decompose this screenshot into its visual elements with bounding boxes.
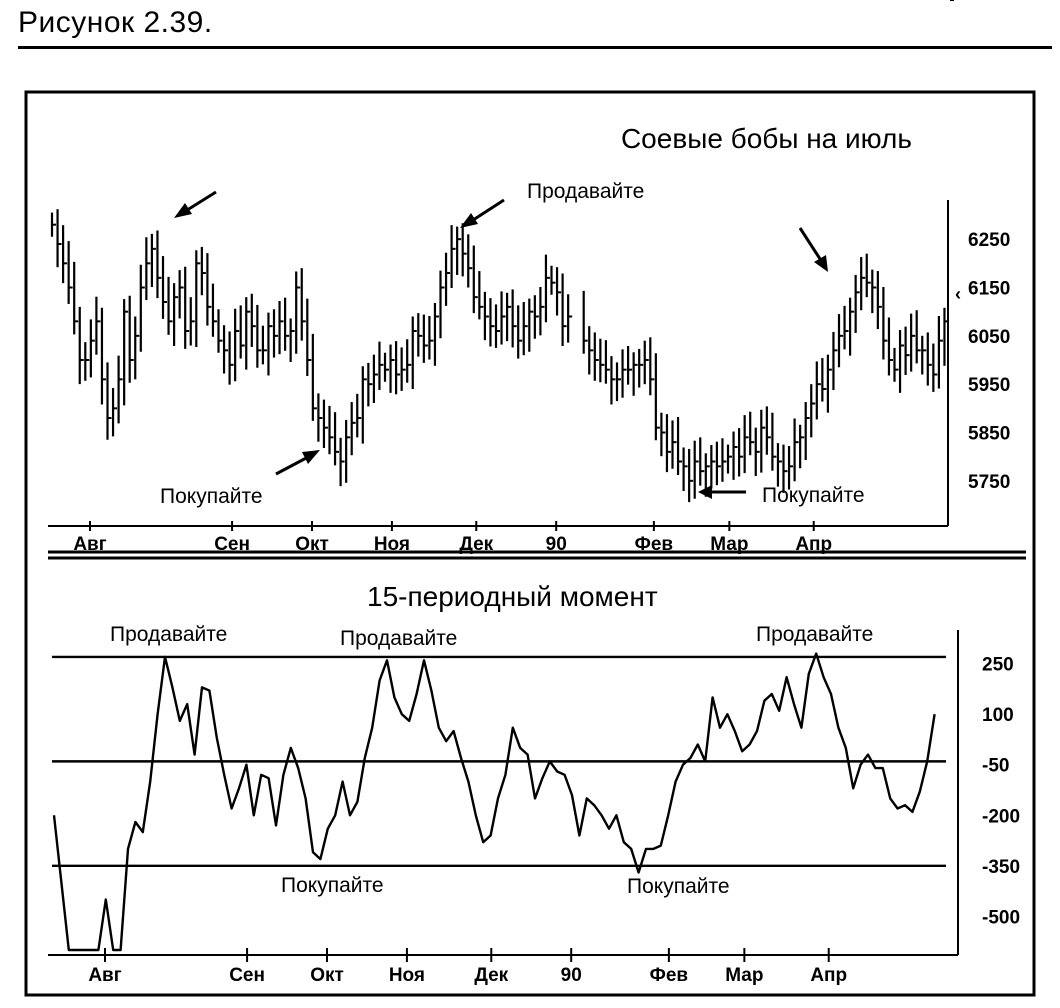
bottom-x-tick-label: Авг (88, 965, 122, 986)
top-chart-title: Соевые бобы на июль (620, 123, 912, 154)
bottom-y-tick-label: 100 (982, 705, 1014, 727)
bottom-x-tick-label: Мар (725, 965, 764, 986)
top-y-tick-label: 5750 (968, 471, 1011, 493)
bottom-y-tick-label: -200 (982, 806, 1021, 828)
top-y-tick-label: 6250 (968, 230, 1011, 252)
bottom-annot-sell-nov: Продавайте (340, 627, 458, 650)
arrow-head-buy-oct (302, 450, 320, 464)
bottom-annot-buy-oct: Покупайте (281, 874, 384, 897)
bottom-chart-title: 15-периодный момент (367, 581, 658, 612)
bottom-x-tick-label: Дек (474, 965, 509, 986)
bottom-x-tick-label: Ноя (388, 965, 426, 986)
bottom-y-tick-label: -500 (982, 907, 1021, 929)
bottom-x-tick-label: Фев (649, 965, 689, 986)
bottom-x-ticks (88, 948, 847, 986)
bottom-x-tick-label: Окт (310, 965, 344, 986)
bottom-y-ticks (982, 655, 1020, 929)
top-x-tick-label: Мар (710, 534, 749, 555)
bottom-x-tick-label: 90 (560, 965, 582, 986)
top-chart (48, 0, 1010, 555)
top-annot-buy-feb: Покупайте (762, 484, 865, 507)
bottom-chart (48, 581, 1020, 986)
top-x-tick-label: Дек (459, 534, 494, 555)
top-y-tick-label: 6150 (968, 278, 1011, 300)
top-x-tick-label: Авг (73, 534, 107, 555)
bottom-annot-sell-mar: Продавайте (756, 623, 874, 646)
top-y-ticks (968, 230, 1010, 493)
top-annot-buy-oct: Покупайте (160, 485, 263, 508)
bottom-y-tick-label: -50 (982, 755, 1010, 777)
bottom-x-tick-label: Апр (810, 965, 848, 986)
arrow-sell-nov (470, 200, 504, 222)
momentum-reference-lines (52, 657, 946, 866)
current-price-marker: ‹ (955, 284, 961, 304)
top-price-bars (52, 0, 954, 502)
figure-caption: Рисунок 2.39. (18, 6, 213, 39)
top-x-tick-label: Сен (214, 534, 250, 555)
arrow-buy-oct (276, 456, 310, 474)
bottom-x-tick-label: Сен (229, 965, 265, 986)
top-arrows (174, 192, 828, 499)
arrow-head-sell-nov (460, 213, 478, 228)
top-y-tick-label: 5950 (968, 375, 1011, 397)
top-x-tick-label: Ноя (373, 534, 411, 555)
top-x-tick-label: Фев (634, 534, 674, 555)
bottom-y-tick-label: -350 (982, 856, 1021, 878)
arrow-head-sell-mar (814, 255, 828, 272)
top-y-tick-label: 5850 (968, 423, 1011, 445)
top-x-tick-label: Окт (295, 534, 329, 555)
arrow-sell-mar (800, 228, 822, 262)
outer-frame (26, 92, 1034, 995)
bottom-annot-sell-aug: Продавайте (110, 623, 228, 646)
bottom-annot-buy-jan: Покупайте (627, 875, 730, 898)
top-annot-sell-nov: Продавайте (527, 180, 645, 203)
top-x-tick-label: 90 (545, 534, 567, 555)
bottom-y-tick-label: 250 (982, 654, 1014, 676)
top-y-tick-label: 6050 (968, 326, 1011, 348)
arrow-head-sell-aug (174, 203, 192, 218)
top-x-tick-label: Апр (795, 534, 833, 555)
momentum-line (54, 654, 935, 950)
